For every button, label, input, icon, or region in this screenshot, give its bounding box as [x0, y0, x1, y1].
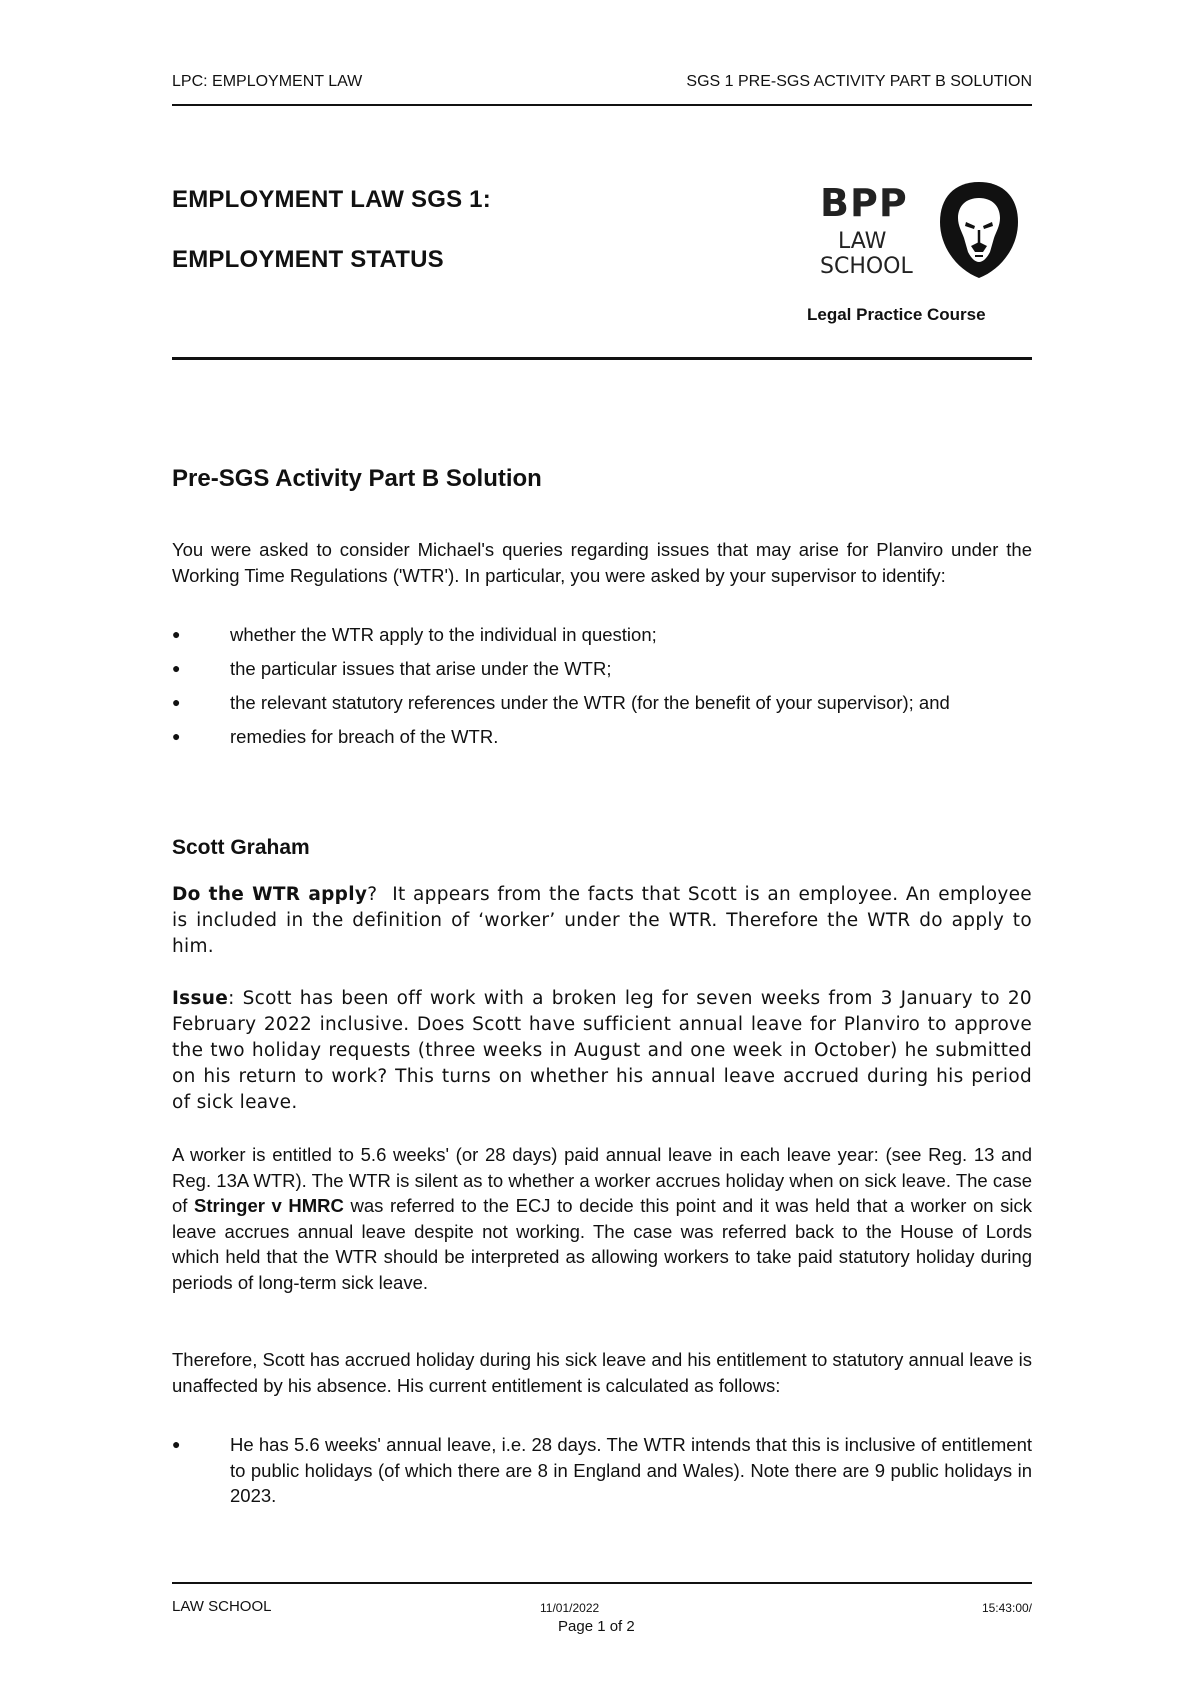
- apply-paragraph: [172, 882, 1032, 960]
- footer-rule: [172, 1582, 1032, 1584]
- document-title-line2: EMPLOYMENT STATUS: [172, 246, 444, 273]
- accrual-paragraph: A worker is entitled to 5.6 weeks' (or 28 days) paid annual leave in each leave year: (see Reg. 13 and Reg. 13A WTR). The WTR is silent as to whether a worker accrues holiday when on sick leave. The case of Stringer v HMRC was referred to the ECJ to decide this point and it was held that a worker on sick leave accrues annual leave despite not working. The case was referred back to the House of Lords which held that the WTR should be interpreted as allowing workers to take paid statutory holiday during periods of long-term sick leave.: [172, 1144, 1032, 1293]
- list-item: ● He has 5.6 weeks' annual leave, i.e. 28 days. The WTR intends that this is inclusive of entitlement to public holidays (of which there are 8 in England and Wales). Note there are 9 public holidays in 2023.: [172, 1434, 1032, 1506]
- intro-bullet-list: [172, 622, 1032, 749]
- issue-paragraph: [172, 986, 1032, 1116]
- apply-text: It appears from the facts that Scott is an employee. An employee is included in the definition of ‘worker’ under the WTR. Therefore the WTR do apply to him.: [172, 884, 1032, 957]
- logo-line3: SCHOOL: [820, 254, 913, 279]
- bullet-icon: ●: [172, 1436, 181, 1452]
- bullet-icon: ●: [172, 728, 181, 744]
- bullet-icon: ●: [172, 694, 181, 710]
- logo-line2: LAW: [838, 229, 887, 254]
- list-item: ● remedies for breach of the WTR.: [172, 726, 499, 747]
- list-item: ● the relevant statutory references under the WTR (for the benefit of your supervisor); and: [172, 692, 950, 713]
- intro-paragraph: You were asked to consider Michael's queries regarding issues that may arise for Planviro under the Working Time Regulations ('WTR'). In particular, you were asked by your supervisor to identify:: [172, 539, 1032, 586]
- footer-left: LAW SCHOOL: [172, 1598, 272, 1615]
- course-name: Legal Practice Course: [807, 305, 986, 324]
- list-item: ● whether the WTR apply to the individual in question;: [172, 624, 657, 645]
- bpp-law-school-logo: [820, 180, 1020, 280]
- logo-brand: BPP: [820, 181, 908, 225]
- section-title: Pre-SGS Activity Part B Solution: [172, 465, 542, 492]
- case-heading: Scott Graham: [172, 836, 310, 859]
- apply-qmark: ?: [367, 884, 378, 905]
- issue-label: Issue: [172, 988, 229, 1009]
- therefore-paragraph: Therefore, Scott has accrued holiday during his sick leave and his entitlement to statutory annual leave is unaffected by his absence. His current entitlement is calculated as follows:: [172, 1349, 1032, 1396]
- header-rule: [172, 104, 1032, 106]
- header-right: SGS 1 PRE-SGS ACTIVITY PART B SOLUTION: [686, 73, 1032, 90]
- bullet-icon: ●: [172, 626, 181, 642]
- issue-text: : Scott has been off work with a broken leg for seven weeks from 3 January to 20 February 2022 inclusive. Does Scott have sufficient annual leave for Planviro to approve the two holiday requests (three weeks in August and one week in October) he submitted on his return to work? This turns on whether his annual leave accrued during his period of sick leave.: [172, 988, 1032, 1113]
- apply-label: Do the WTR apply: [172, 884, 368, 905]
- list-item: ● the particular issues that arise under the WTR;: [172, 658, 612, 679]
- footer-time: 15:43:00/: [981, 1601, 1032, 1615]
- title-rule: [172, 357, 1032, 360]
- calc-bullet-list: [172, 1432, 1032, 1509]
- document-title-line1: EMPLOYMENT LAW SGS 1:: [172, 186, 491, 213]
- footer-date: 11/01/2022: [540, 1601, 600, 1615]
- lion-head-icon: [938, 180, 1020, 280]
- page-number: Page 1 of 2: [558, 1618, 635, 1635]
- header-left: LPC: EMPLOYMENT LAW: [172, 73, 363, 90]
- bullet-icon: ●: [172, 660, 181, 676]
- case-citation: Stringer v HMRC: [194, 1195, 344, 1216]
